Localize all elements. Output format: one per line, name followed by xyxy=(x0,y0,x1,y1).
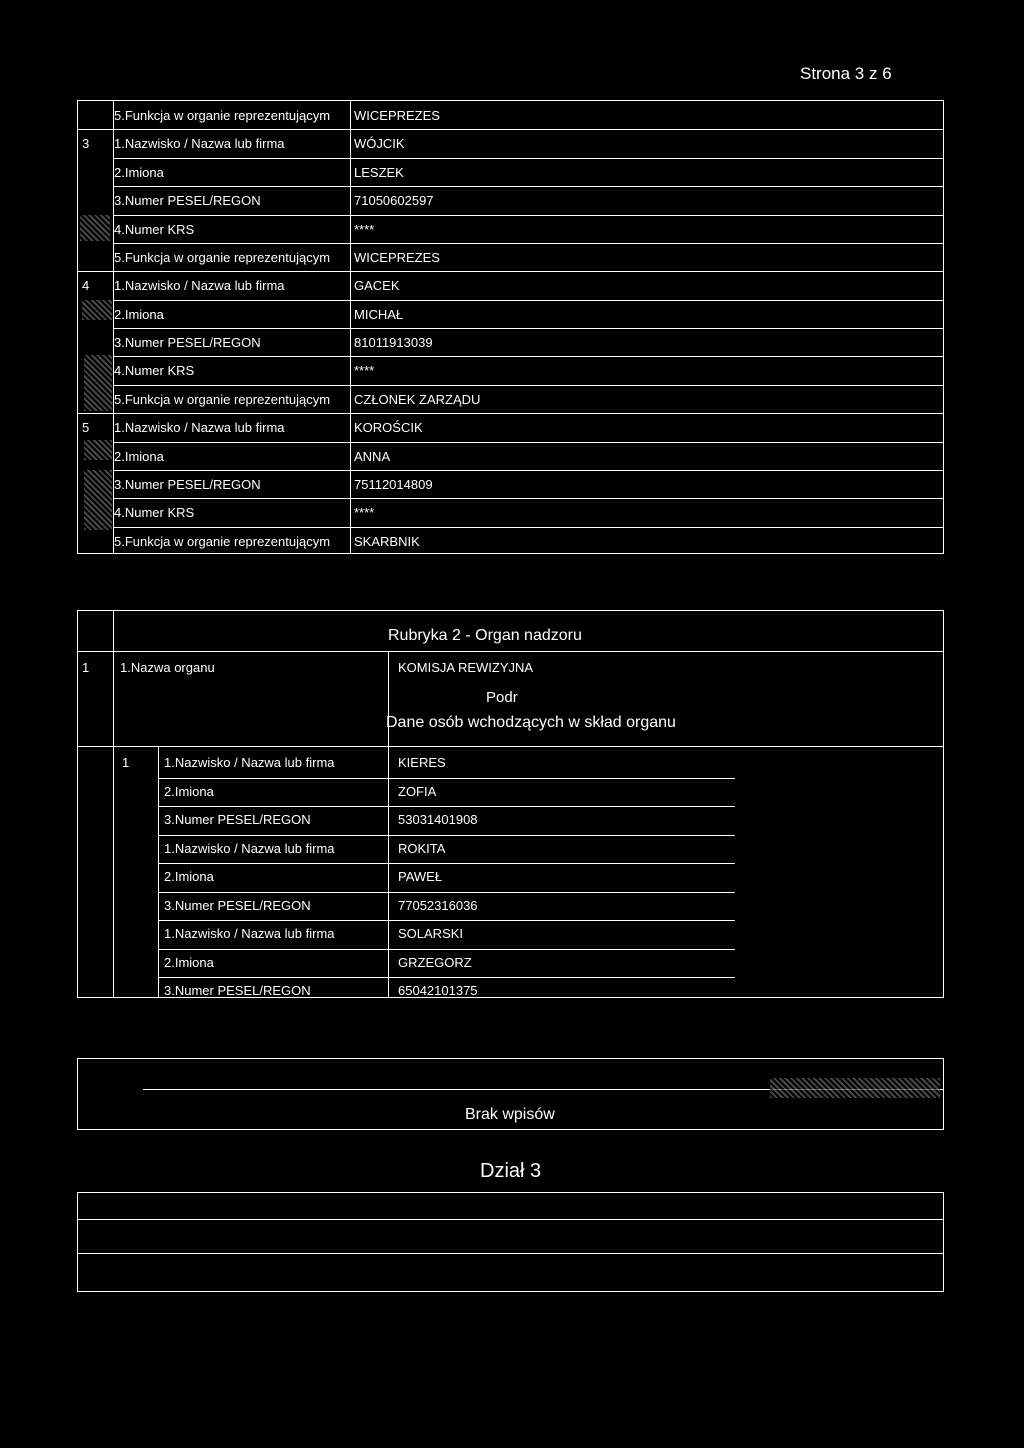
row-divider xyxy=(113,498,943,499)
person-field-label: 3.Numer PESEL/REGON xyxy=(164,983,311,998)
field-value: MICHAŁ xyxy=(354,307,404,322)
person-field-value: PAWEŁ xyxy=(398,869,443,884)
field-value: GACEK xyxy=(354,278,400,293)
person-field-label: 1.Nazwisko / Nazwa lub firma xyxy=(164,926,335,941)
column-divider-left xyxy=(113,611,114,997)
field-label: 4.Numer KRS xyxy=(114,222,195,237)
scan-artifact xyxy=(84,355,112,411)
column-divider-mid xyxy=(350,101,351,553)
row-divider xyxy=(113,470,943,471)
row-divider xyxy=(113,243,943,244)
scan-artifact xyxy=(84,440,112,460)
field-value: 71050602597 xyxy=(354,193,434,208)
person-field-label: 1.Nazwisko / Nazwa lub firma xyxy=(164,841,335,856)
field-label: 2.Imiona xyxy=(114,165,164,180)
field-label: 5.Funkcja w organie reprezentującym xyxy=(114,392,331,407)
field-value: WICEPREZES xyxy=(354,108,440,123)
scan-artifact xyxy=(84,470,112,530)
person-field-label: 1.Nazwisko / Nazwa lub firma xyxy=(164,755,335,770)
person-field-label: 3.Numer PESEL/REGON xyxy=(164,812,311,827)
section-heading: Dział 3 xyxy=(480,1160,542,1182)
row-divider xyxy=(113,328,943,329)
row-divider xyxy=(113,186,943,187)
row-divider xyxy=(158,949,735,950)
row-divider xyxy=(78,1253,943,1254)
person-field-value: GRZEGORZ xyxy=(398,955,472,970)
row-divider xyxy=(158,863,735,864)
field-value: LESZEK xyxy=(354,165,404,180)
person-field-label: 2.Imiona xyxy=(164,955,214,970)
person-number: 1 xyxy=(122,755,130,770)
row-divider xyxy=(158,977,735,978)
column-divider-sub-mid xyxy=(388,746,389,997)
row-divider xyxy=(158,835,735,836)
field-label: 5.Funkcja w organie reprezentującym xyxy=(114,534,331,549)
person-field-label: 2.Imiona xyxy=(164,869,214,884)
field-value: CZŁONEK ZARZĄDU xyxy=(354,392,481,407)
field-value: 75112014809 xyxy=(354,477,433,492)
field-value: **** xyxy=(354,222,375,237)
field-value: **** xyxy=(354,505,375,520)
field-value: SKARBNIK xyxy=(354,534,420,549)
scan-artifact xyxy=(80,215,110,241)
row-divider xyxy=(158,920,735,921)
row-divider xyxy=(78,1219,943,1220)
person-field-value: ROKITA xyxy=(398,841,446,856)
row-divider xyxy=(158,778,735,779)
row-divider xyxy=(78,746,943,747)
field-label: 2.Imiona xyxy=(114,449,164,464)
field-label: 2.Imiona xyxy=(114,307,164,322)
row-divider xyxy=(78,271,943,272)
organ-name-value: KOMISJA REWIZYJNA xyxy=(398,660,534,675)
entry-number: 4 xyxy=(82,278,90,293)
row-divider xyxy=(78,413,943,414)
field-value: ANNA xyxy=(354,449,391,464)
row-divider xyxy=(78,129,943,130)
person-field-value: SOLARSKI xyxy=(398,926,464,941)
row-divider xyxy=(113,442,943,443)
field-label: 5.Funkcja w organie reprezentującym xyxy=(114,250,331,265)
field-label: 4.Numer KRS xyxy=(114,363,195,378)
row-divider xyxy=(158,892,735,893)
field-label: 4.Numer KRS xyxy=(114,505,195,520)
subsection-prefix: Podr xyxy=(486,689,518,706)
row-divider xyxy=(158,806,735,807)
scan-artifact xyxy=(770,1078,940,1098)
row-divider xyxy=(113,158,943,159)
row-divider xyxy=(113,527,943,528)
row-divider xyxy=(113,300,943,301)
section-3-table xyxy=(77,1192,944,1292)
row-divider xyxy=(78,651,943,652)
entry-number: 3 xyxy=(82,136,90,151)
person-field-label: 3.Numer PESEL/REGON xyxy=(164,898,311,913)
field-value: 81011913039 xyxy=(354,335,433,350)
organ-name-label: 1.Nazwa organu xyxy=(120,660,215,675)
supervisory-organ-table xyxy=(77,610,944,998)
column-divider-sub xyxy=(158,746,159,997)
field-label: 5.Funkcja w organie reprezentującym xyxy=(114,108,331,123)
field-label: 3.Numer PESEL/REGON xyxy=(114,335,261,350)
row-divider xyxy=(113,215,943,216)
persons-table xyxy=(77,100,944,554)
person-field-value: KIERES xyxy=(398,755,446,770)
field-value: WÓJCIK xyxy=(354,136,405,151)
person-field-label: 2.Imiona xyxy=(164,784,214,799)
field-value: WICEPREZES xyxy=(354,250,440,265)
person-field-value: ZOFIA xyxy=(398,784,437,799)
field-value: KOROŚCIK xyxy=(354,420,423,435)
field-label: 1.Nazwisko / Nazwa lub firma xyxy=(114,136,285,151)
row-divider xyxy=(113,356,943,357)
field-label: 1.Nazwisko / Nazwa lub firma xyxy=(114,420,285,435)
scan-artifact xyxy=(82,300,112,320)
page-number: Strona 3 z 6 xyxy=(800,64,892,83)
field-value: **** xyxy=(354,363,375,378)
entry-number: 5 xyxy=(82,420,90,435)
person-field-value: 53031401908 xyxy=(398,812,478,827)
person-field-value: 77052316036 xyxy=(398,898,478,913)
field-label: 1.Nazwisko / Nazwa lub firma xyxy=(114,278,285,293)
row-divider xyxy=(113,385,943,386)
subsection-title: Dane osób wchodzących w skład organu xyxy=(386,714,676,731)
entry-number: 1 xyxy=(82,660,90,675)
person-field-value: 65042101375 xyxy=(398,983,478,998)
section-title: Rubryka 2 - Organ nadzoru xyxy=(388,627,582,644)
field-label: 3.Numer PESEL/REGON xyxy=(114,477,261,492)
field-label: 3.Numer PESEL/REGON xyxy=(114,193,261,208)
empty-text: Brak wpisów xyxy=(465,1106,555,1123)
